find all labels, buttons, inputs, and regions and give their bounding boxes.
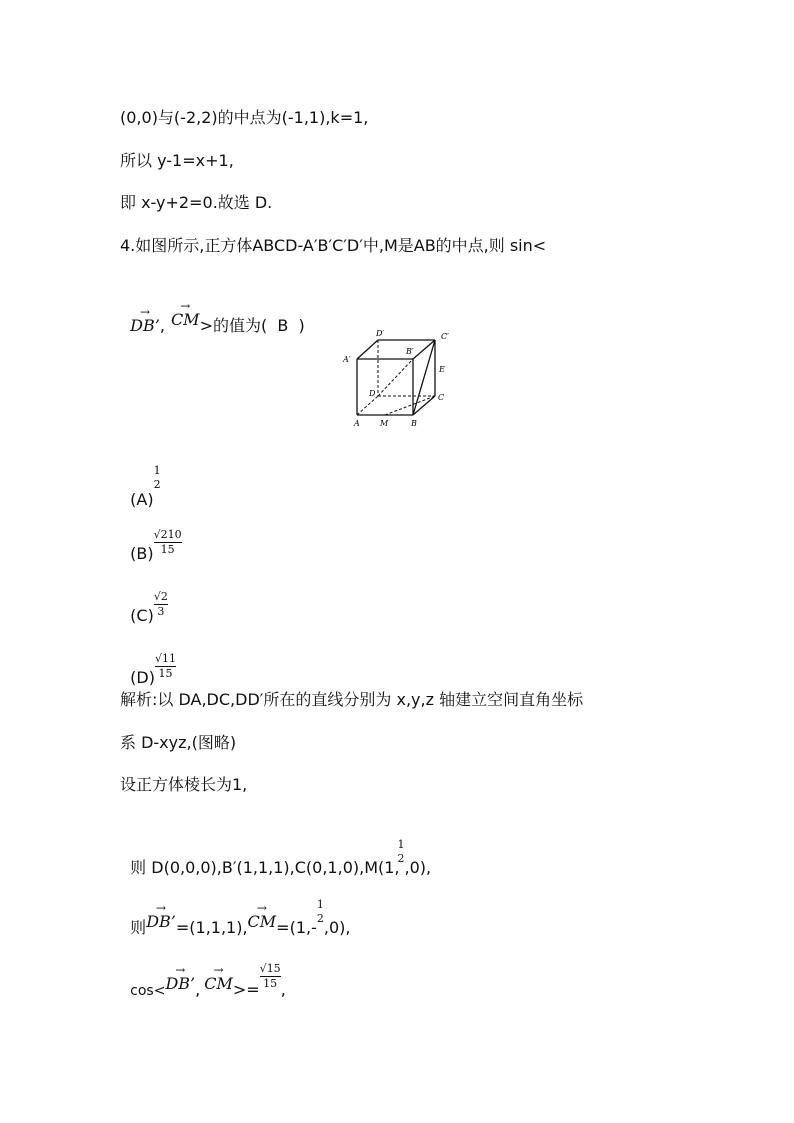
label-c1: C′ (441, 332, 449, 341)
vector-cm-2: → CM (247, 901, 277, 931)
coords-line: 则 D(0,0,0),B′(1,1,1),C(0,1,0),M(1, 1 2 ,0), (130, 838, 432, 877)
vector-db-3: → DB’ (165, 963, 196, 993)
label-a: A (354, 419, 360, 428)
setup-line: 设正方体棱长为1, (120, 775, 248, 794)
analysis-line-1: 解析:以 DA,DC,DD′所在的直线分别为 x,y,z 轴建立空间直角坐标 (120, 690, 584, 709)
label-b: B (411, 419, 417, 428)
label-b1: B′ (406, 347, 414, 356)
text-line-3: 即 x-y+2=0.故选 D. (120, 193, 273, 212)
label-a1: A′ (343, 355, 351, 364)
label-d1: D′ (376, 329, 385, 338)
vectors-line: 则 → DB’=(1,1,1), → CM=(1,- 1 2 ,0), (130, 898, 351, 937)
analysis-line-2: 系 D-xyz,(图略) (120, 733, 237, 752)
vector-cm: → CM (170, 299, 200, 329)
cos-line: cos< → DB’, → CM>= $\frac{√15}{15}$ , (130, 962, 286, 999)
question-4-line-2: → DB’, → CM>的值为( B ) (130, 299, 305, 335)
option-b: (B) $\frac{√210}{15}$ (130, 528, 182, 563)
label-e: E (439, 365, 445, 374)
cube-figure (340, 325, 450, 430)
label-m: M (380, 419, 389, 428)
vector-db: → DB’ (130, 305, 160, 335)
question-4: 4.如图所示,正方体ABCD-A′B′C′D′中,M是AB的中点,则 sin< (120, 236, 547, 255)
label-c: C (438, 393, 445, 402)
option-d: (D) $\frac{√11}{15}$ (130, 652, 176, 687)
text-line-1: (0,0)与(-2,2)的中点为(-1,1),k=1, (120, 108, 369, 127)
answer-text: >的值为( B ) (199, 316, 305, 335)
vector-db-2: → DB’ (146, 901, 176, 931)
label-d: D (369, 389, 376, 398)
option-a: (A) 1 2 (130, 464, 161, 509)
text-line-2: 所以 y-1=x+1, (120, 151, 234, 170)
option-c: (C) $\frac{√2}{3}$ (130, 590, 168, 625)
vector-cm-3: → CM (204, 963, 233, 993)
